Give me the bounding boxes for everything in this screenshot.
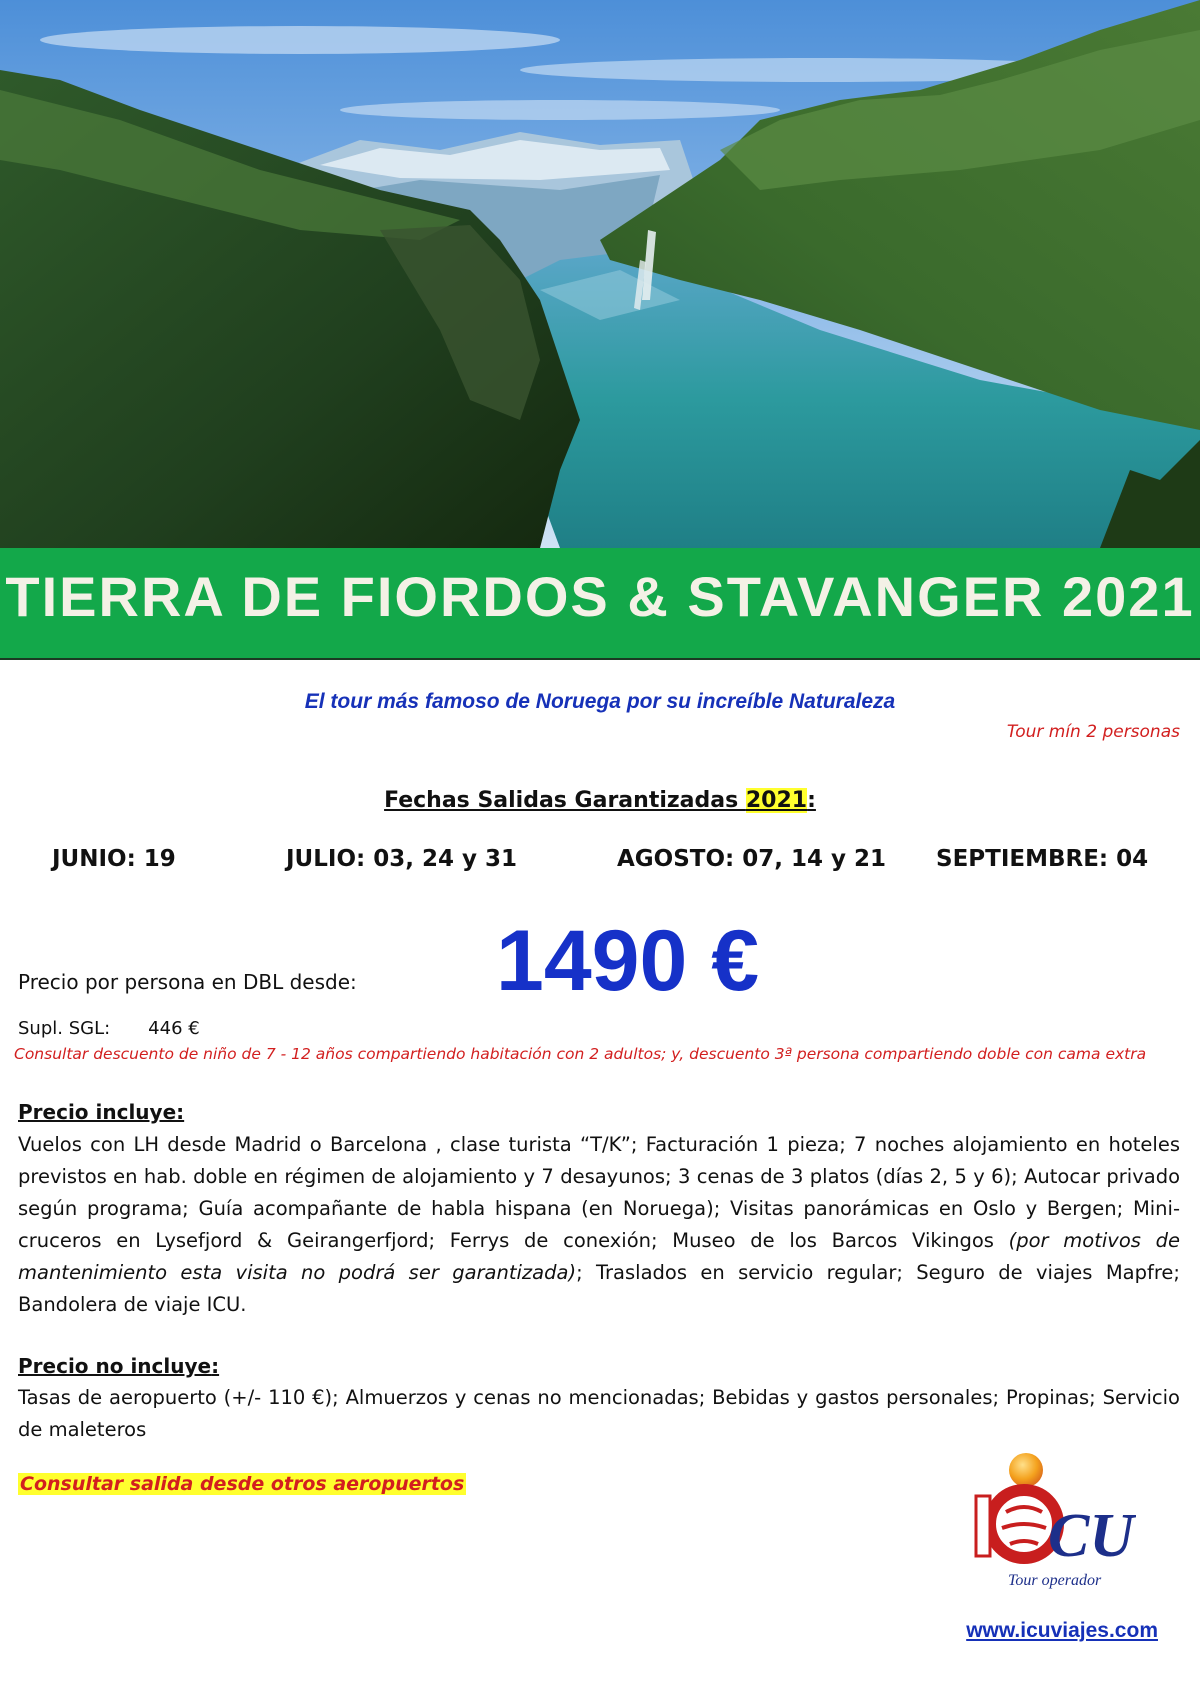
- supplement-label: Supl. SGL:: [18, 1018, 111, 1039]
- dates-heading-text: Fechas Salidas Garantizadas: [384, 788, 746, 813]
- consult-airports-note: Consultar salida desde otros aeropuertos: [20, 1473, 465, 1495]
- icu-logo-icon: [966, 1452, 1136, 1582]
- includes-text-italic: (por motivos de mantenimiento esta visita no podrá ser garantizada): [18, 1229, 1181, 1284]
- min-persons-note: Tour mín 2 personas: [1006, 722, 1180, 742]
- date-september: SEPTIEMBRE: 04: [936, 846, 1149, 872]
- logo-text: Tour operador: [1008, 1572, 1102, 1589]
- price-amount: 1490 €: [496, 913, 760, 1009]
- fjord-landscape-photo: [0, 0, 1200, 548]
- dates-heading-year: 2021: [745, 788, 808, 813]
- price-label: Precio por persona en DBL desde:: [18, 970, 357, 994]
- hero-image: [0, 0, 1200, 548]
- website-link[interactable]: www.icuviajes.com: [966, 1619, 1158, 1642]
- date-june: JUNIO: 19: [52, 846, 176, 872]
- date-july: JULIO: 03, 24 y 31: [286, 846, 517, 872]
- includes-text: [18, 1129, 1180, 1321]
- page-title: TIERRA DE FIORDOS & STAVANGER 2021: [5, 565, 1195, 628]
- includes-heading: Precio incluye:: [18, 1100, 185, 1124]
- subtitle: El tour más famoso de Noruega por su increíble Naturaleza: [304, 690, 896, 713]
- logo-letters: CU: [1048, 1502, 1135, 1570]
- title-band: [0, 548, 1200, 660]
- excludes-heading: [18, 1354, 219, 1378]
- icu-logo: [966, 1452, 1136, 1602]
- includes-text-b: ; Traslados en servicio regular; Seguro de viajes Mapfre; Bandolera de viaje ICU.: [18, 1261, 1180, 1316]
- dates-heading-colon: :: [807, 788, 816, 813]
- dates-heading: [0, 788, 1200, 813]
- excludes-text: Tasas de aeropuerto (+/- 110 €); Almuerzos y cenas no mencionadas; Bebidas y gastos personales; Propinas; Servicio de maleteros: [18, 1386, 1180, 1441]
- discount-note: Consultar descuento de niño de 7 - 12 años compartiendo habitación con 2 adultos; y, descuento 3ª persona compartiendo doble con cama extra: [14, 1045, 1147, 1063]
- supplement-value: 446 €: [148, 1018, 200, 1039]
- includes-text-a: Vuelos con LH desde Madrid o Barcelona , clase turista “T/K”; Facturación 1 pieza; 7 noches alojamiento en hoteles previstos en hab. doble en régimen de alojamiento y 7 desayunos; 3 cenas de 3 platos (días 2, 5 y 6); Autocar privado según programa; Guía acompañante de habla hispana (en Noruega); Visitas panorámicas en Oslo y Bergen; Mini-cruceros en Lysefjord & Geirangerfjord; Ferrys de conexión; Museo de los Barcos Vikingos: [18, 1133, 1180, 1252]
- excludes-heading-text: Precio no incluye: [18, 1354, 212, 1378]
- excludes-heading-colon: :: [211, 1354, 220, 1378]
- single-supplement: [18, 1018, 200, 1039]
- date-august: AGOSTO: 07, 14 y 21: [617, 846, 887, 872]
